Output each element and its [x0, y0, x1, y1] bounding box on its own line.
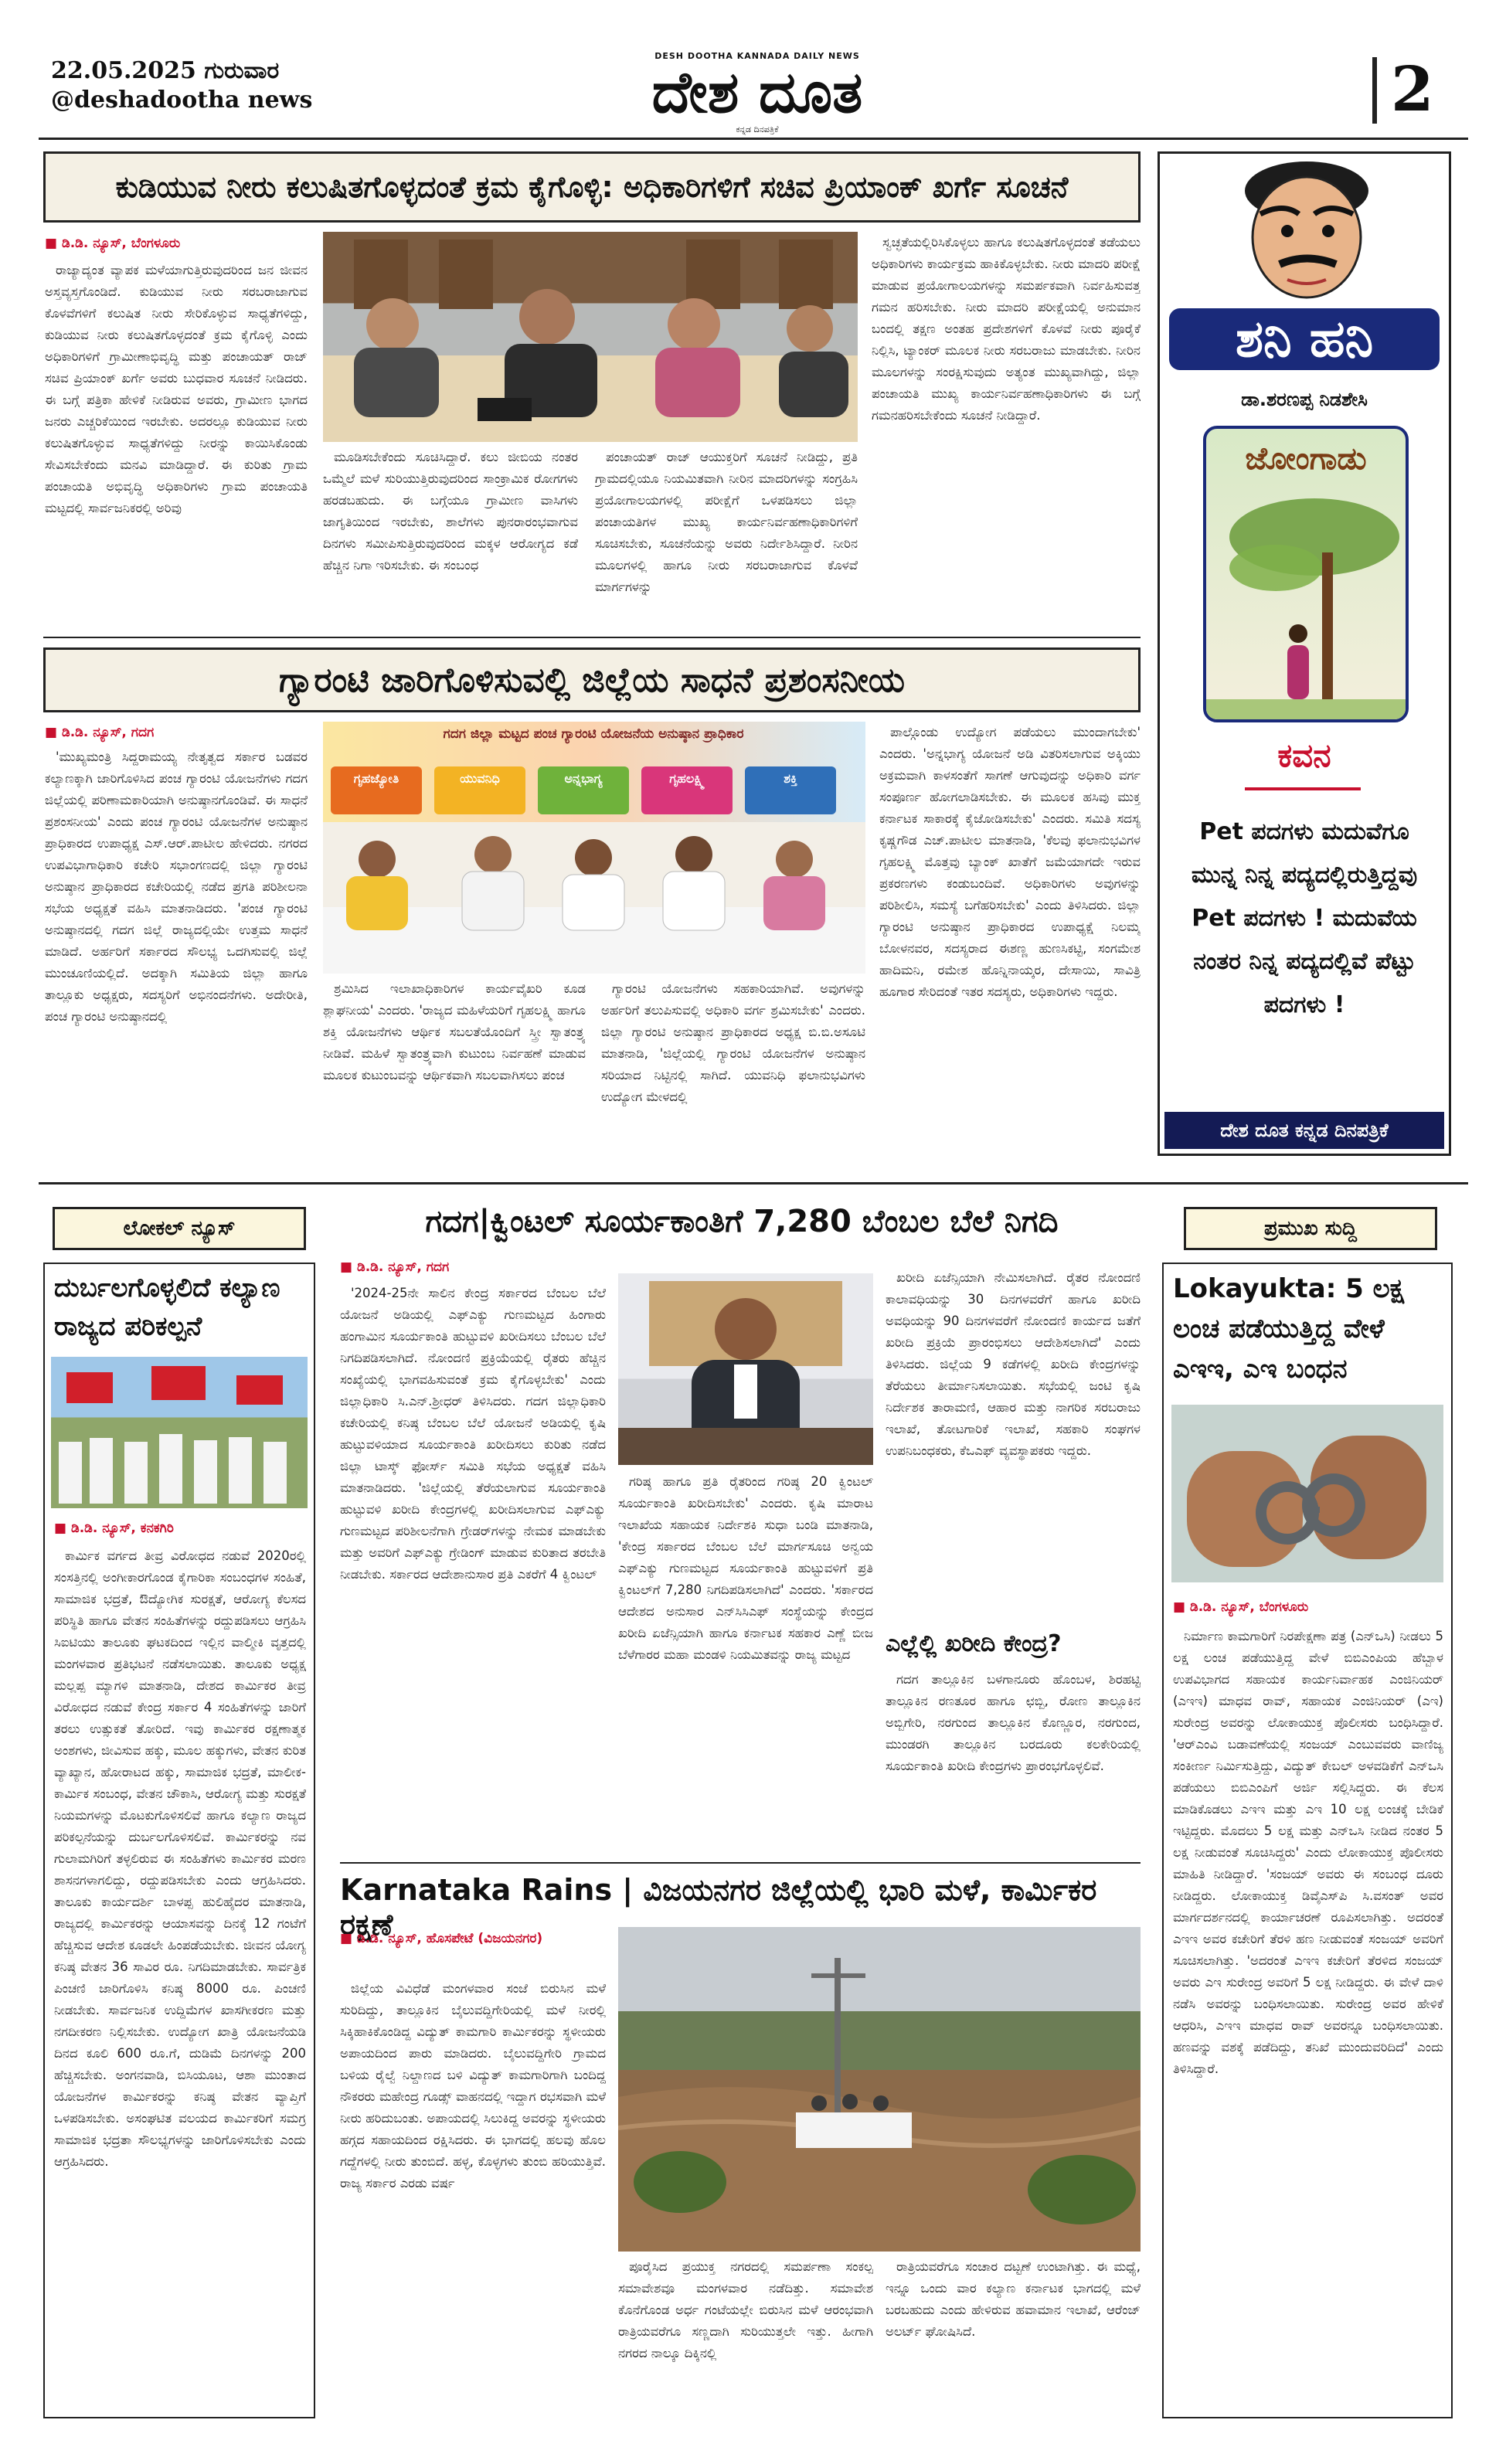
- story2-col3: ಗ್ಯಾರಂಟಿ ಯೋಜನೆಗಳು ಸಹಕಾರಿಯಾಗಿವೆ. ಅವುಗಳನ್ನು ಅರ್ಹರಿಗೆ ತಲುಪಿಸುವಲ್ಲಿ ಅಧಿಕಾರಿ ವರ್ಗ ಶ್ರಮಿಸಬೇಕು' ಎಂದರು. ಜಿಲ್ಲಾ ಗ್ಯಾರಂಟಿ ಅನುಷ್ಠಾನ ಪ್ರಾಧಿಕಾರದ ಅಧ್ಯಕ್ಷ ಬಿ.ಬಿ.ಅಸೂಟಿ ಮಾತನಾಡಿ, 'ಜಿಲ್ಲೆಯಲ್ಲಿ ಗ್ಯಾರಂಟಿ ಯೋಜನೆಗಳ ಅನುಷ್ಠಾನ ಸರಿಯಾದ ನಿಟ್ಟಿನಲ್ಲಿ ಸಾಗಿದೆ. ಯುವನಿಧಿ ಫಲಾನುಭವಿಗಳು ಉದ್ಯೋಗ ಮೇಳದಲ್ಲಿ: [601, 981, 865, 1104]
- local-news-tag: [53, 1207, 306, 1250]
- important-news-tag-label: ಪ್ರಮುಖ ಸುದ್ದಿ: [1263, 1216, 1358, 1240]
- handcuffs-icon: [1171, 1405, 1443, 1582]
- story1-col4: ಸ್ವಚ್ಛತೆಯಲ್ಲಿರಿಸಿಕೊಳ್ಳಲು ಹಾಗೂ ಕಲುಷಿತಗೊಳ್ಳದಂತೆ ತಡೆಯಲು ಅಧಿಕಾರಿಗಳು ಕಾರ್ಯಕ್ರಮ ಹಾಕಿಕೊಳ್ಳಬೇಕು. ನೀರು ಮಾದರಿ ಪರೀಕ್ಷೆ ಮಾಡುವ ಪ್ರಯೋಗಾಲಯಗಳನ್ನು ಸಮರ್ಪಕವಾಗಿ ನಿರ್ವಹಿಸುವತ್ತ ಗಮನ ಹರಿಸಬೇಕು. ನೀರು ಮಾದರಿ ಪರೀಕ್ಷೆಯಲ್ಲಿ ಅನುಮಾನ ಬಂದಲ್ಲಿ ತಕ್ಷಣ ಅಂತಹ ಪ್ರದೇಶಗಳಿಗೆ ಕೊಳವೆ ನೀರು ಪೂರೈಕೆ ನಿಲ್ಲಿಸಿ, ಟ್ಯಾಂಕರ್ ಮೂಲಕ ನೀರು ಸರಬರಾಜು ಮಾಡಬೇಕು. ನೀರಿನ ಮೂಲಗಳನ್ನು ಸಂರಕ್ಷಿಸುವುದು ಅತ್ಯಂತ ಮುಖ್ಯವಾಗಿದ್ದು, ಜಿಲ್ಲಾ ಪಂಚಾಯತಿ ಮುಖ್ಯ ಕಾರ್ಯನಿರ್ವಹಣಾಧಿಕಾರಿಗಳು ಈ ಬಗ್ಗೆ ಗಮನಹರಿಸಬೇಕೆಂದು ಸೂಚನೆ ನೀಡಿದ್ದಾರೆ.: [872, 235, 1141, 423]
- story5-col2: ಪೂರೈಸಿದ ಪ್ರಯುಕ್ತ ನಗರದಲ್ಲಿ ಸಮರ್ಪಣಾ ಸಂಕಲ್ಪ ಸಮಾವೇಶವೂ ಮಂಗಳವಾರ ನಡೆದಿತ್ತು. ಸಮಾವೇಶ ಕೊನೆಗೊಂಡ ಅರ್ಧ ಗಂಟೆಯಲ್ಲೇ ಬಿರುಸಿನ ಮಳೆ ಆರಂಭವಾಗಿ ರಾತ್ರಿಯವರೆಗೂ ಸಣ್ಣದಾಗಿ ಸುರಿಯುತ್ತಲೇ ಇತ್ತು. ಹೀಗಾಗಿ ನಗರದ ನಾಲ್ಕೂ ದಿಕ್ಕಿನಲ್ಲಿ: [618, 2259, 873, 2360]
- story3-headline: ದುರ್ಬಲಗೊಳ್ಳಲಿದೆ ಕಲ್ಯಾಣ ರಾಜ್ಯದ ಪರಿಕಲ್ಪನೆ: [54, 1273, 280, 1342]
- book-cover-title: ಜೋಂಗಾಡು: [1245, 441, 1367, 477]
- story4-subhead: ಎಲ್ಲೆಲ್ಲಿ ಖರೀದಿ ಕೇಂದ್ರ?: [886, 1630, 1062, 1657]
- story1-bottom-rule: [43, 637, 1141, 638]
- story2-byline: ■ ಡಿ.ಡಿ. ನ್ಯೂಸ್, ಗದಗ: [45, 725, 154, 740]
- poem-column-title: ಶನಿ ಹನಿ: [1169, 308, 1440, 370]
- banner-card-4: ಗೃಹಲಕ್ಷ್ಮಿ: [641, 766, 733, 814]
- story1-byline: ■ ಡಿ.ಡಿ. ನ್ಯೂಸ್, ಬೆಂಗಳೂರು: [45, 236, 180, 251]
- story2-headline-box: [43, 647, 1141, 712]
- flood-rescue-scene: [618, 1927, 1141, 2252]
- story3-byline: ■ ಡಿ.ಡಿ. ನ್ಯೂಸ್, ಕನಕಗಿರಿ: [54, 1521, 174, 1536]
- mid-page-rule: [39, 1182, 1468, 1184]
- poet-caricature: [1214, 160, 1399, 314]
- sidebar-poem-box: [1158, 151, 1451, 1156]
- logo-subtitle: ಕನ್ನಡ ದಿನಪತ್ರಿಕೆ: [736, 124, 779, 134]
- story5-col3: ರಾತ್ರಿಯವರೆಗೂ ಸಂಚಾರ ದಟ್ಟಣೆ ಉಂಟಾಗಿತ್ತು. ಈ ಮಧ್ಯೆ, ಇನ್ನೂ ಒಂದು ವಾರ ಕಲ್ಯಾಣ ಕರ್ನಾಟಕ ಭಾಗದಲ್ಲಿ ಮಳೆ ಬರಬಹುದು ಎಂದು ಹೇಳಿರುವ ಹವಾಮಾನ ಇಲಾಖೆ, ಆರೆಂಜ್ ಅಲರ್ಟ್ ಘೋಷಿಸಿದೆ.: [886, 2259, 1141, 2339]
- story2-guarantee-meeting-photo: [323, 722, 865, 974]
- story4-officer-photo: [618, 1273, 873, 1465]
- story5-flood-photo: [618, 1927, 1141, 2252]
- banner-card-3: ಅನ್ನಭಾಗ್ಯ: [538, 766, 629, 814]
- story4-bottom-rule: [340, 1862, 1141, 1864]
- poem-section-label: ಕವನ: [1277, 736, 1331, 774]
- story6-handcuffs-photo: [1171, 1405, 1443, 1582]
- story5-byline: ■ ಡಿ.ಡಿ. ನ್ಯೂಸ್, ಹೊಸಪೇಟೆ (ವಿಜಯನಗರ): [340, 1927, 606, 1950]
- story3-body: ಕಾರ್ಮಿಕ ವರ್ಗದ ತೀವ್ರ ವಿರೋಧದ ನಡುವೆ 2020ರಲ್ಲಿ ಸಂಸತ್ತಿನಲ್ಲಿ ಅಂಗೀಕಾರಗೊಂಡ ಕೈಗಾರಿಕಾ ಸಂಬಂಧಗಳ ಸಂಹಿತೆ, ಸಾಮಾಜಿಕ ಭದ್ರತೆ, ಔದ್ಯೋಗಿಕ ಸುರಕ್ಷತೆ, ಆರೋಗ್ಯ ಕೆಲಸದ ಪರಿಸ್ಥಿತಿ ಹಾಗೂ ವೇತನ ಸಂಹಿತೆಗಳನ್ನು ರದ್ದುಪಡಿಸಲು ಆಗ್ರಹಿಸಿ ಸಿಐಟಿಯು ತಾಲೂಕು ಘಟಕದಿಂದ ಇಲ್ಲಿನ ವಾಲ್ಮೀಕಿ ವೃತ್ತದಲ್ಲಿ ಮಂಗಳವಾರ ಪ್ರತಿಭಟನೆ ನಡೆಸಲಾಯಿತು. ತಾಲೂಕು ಅಧ್ಯಕ್ಷ ಮಲ್ಲಪ್ಪ ಮ್ಯಾಗಳಿ ಮಾತನಾಡಿ, ದೇಶದ ಕಾರ್ಮಿಕರ ತೀವ್ರ ವಿರೋಧದ ನಡುವೆ ಕೇಂದ್ರ ಸರ್ಕಾರ 4 ಸಂಹಿತೆಗಳನ್ನು ಜಾರಿಗೆ ತರಲು ಉತ್ಸುಕತೆ ತೋರಿದೆ. ಇವು ಕಾರ್ಮಿಕರ ರಕ್ಷಣಾತ್ಮಕ ಅಂಶಗಳು, ಜೀವಿಸುವ ಹಕ್ಕು, ಮೂಲ ಹಕ್ಕುಗಳು, ವೇತನ ಕುರಿತ ವ್ಯಾಖ್ಯಾನ, ಹೋರಾಟದ ಹಕ್ಕು, ಸಾಮಾಜಿಕ ಭದ್ರತೆ, ಮಾಲೀಕ-ಕಾರ್ಮಿಕ ಸಂಬಂಧ, ವೇತನ ಚೌಕಾಸಿ, ಆರೋಗ್ಯ ಮತ್ತು ಸುರಕ್ಷತೆ ನಿಯಮಗಳನ್ನು ಮೊಟಕುಗೊಳಿಸಲಿವೆ ಹಾಗೂ ಕಲ್ಯಾಣ ರಾಜ್ಯದ ಪರಿಕಲ್ಪನೆಯನ್ನು ದುರ್ಬಲಗೊಳಿಸಲಿವೆ. ಕಾರ್ಮಿಕರನ್ನು ನವ ಗುಲಾಮಗಿರಿಗೆ ತಳ್ಳಲಿರುವ ಈ ಸಂಹಿತೆಗಳು ಕಾರ್ಮಿಕರ ಮರಣ ಶಾಸನಗಳಾಗಲಿದ್ದು, ರದ್ದುಪಡಿಸಬೇಕು ಎಂದು ಆಗ್ರಹಿಸಿದರು. ತಾಲೂಕು ಕಾರ್ಯದರ್ಶಿ ಬಾಳಪ್ಪ ಹುಲಿಹೈದರ ಮಾತನಾಡಿ, ರಾಜ್ಯದಲ್ಲಿ ಕಾರ್ಮಿಕರನ್ನು ಆಯಾಸವನ್ನು ದಿನಕ್ಕೆ 12 ಗಂಟೆಗೆ ಹೆಚ್ಚಿಸುವ ಆದೇಶ ಕೂಡಲೇ ಹಿಂಪಡೆಯಬೇಕು. ಜೀವನ ಯೋಗ್ಯ ಕನಿಷ್ಠ ವೇತನ 36 ಸಾವಿರ ರೂ. ನಿಗದಿಮಾಡಬೇಕು. ಸಾರ್ವತ್ರಿಕ ಪಿಂಚಣಿ ಜಾರಿಗೊಳಿಸಿ ಕನಿಷ್ಠ 8000 ರೂ. ಪಿಂಚಣಿ ನೀಡಬೇಕು. ಸಾರ್ವಜನಿಕ ಉದ್ದಿಮೆಗಳ ಖಾಸಗೀಕರಣ ಮತ್ತು ನಗದೀಕರಣ ನಿಲ್ಲಿಸಬೇಕು. ಉದ್ಯೋಗ ಖಾತ್ರಿ ಯೋಜನೆಯಡಿ ದಿನದ ಕೂಲಿ 600 ರೂ.ಗೆ, ದುಡಿಮೆ ದಿನಗಳನ್ನು 200 ಹೆಚ್ಚಿಸಬೇಕು. ಅಂಗನವಾಡಿ, ಬಿಸಿಯೂಟ, ಆಶಾ ಮುಂತಾದ ಯೋಜನೆಗಳ ಕಾರ್ಮಿಕರನ್ನು ಕನಿಷ್ಠ ವೇತನ ವ್ಯಾಪ್ತಿಗೆ ಒಳಪಡಿಸಬೇಕು. ಅಸಂಘಟಿತ ವಲಯದ ಕಾರ್ಮಿಕರಿಗೆ ಸಮಗ್ರ ಸಾಮಾಜಿಕ ಭದ್ರತಾ ಸೌಲಭ್ಯಗಳನ್ನು ಜಾರಿಗೊಳಿಸಬೇಕು ಎಂದು ಆಗ್ರಹಿಸಿದರು.: [54, 1548, 306, 2169]
- story4-headline: ಗದಗ|ಕ್ವಿಂಟಲ್ ಸೂರ್ಯಕಾಂತಿಗೆ 7,280 ಬೆಂಬಲ ಬೆಲೆ ನಿಗದಿ: [425, 1204, 1059, 1239]
- logo-tagline-english: DESH DOOTHA KANNADA DAILY NEWS: [654, 51, 860, 61]
- story2-headline: ಗ್ಯಾರಂಟಿ ಜಾರಿಗೊಳಿಸುವಲ್ಲಿ ಜಿಲ್ಲೆಯ ಸಾಧನೆ ಪ್ರಶಂಸನೀಯ: [278, 660, 906, 700]
- page-number: 2: [1391, 53, 1434, 125]
- guarantee-meeting-scene: [323, 822, 865, 974]
- story4-col1: '2024-25ನೇ ಸಾಲಿನ ಕೇಂದ್ರ ಸರ್ಕಾರದ ಬೆಂಬಲ ಬೆಲೆ ಯೋಜನೆ ಅಡಿಯಲ್ಲಿ ಎಫ್ಎಕ್ಯು ಗುಣಮಟ್ಟದ ಹಿಂಗಾರು ಹಂಗಾಮಿನ ಸೂರ್ಯಕಾಂತಿ ಹುಟ್ಟುವಳಿ ಖರೀದಿಸಲು ಬೆಂಬಲ ಬೆಲೆ ನಿಗದಿಪಡಿಸಲಾಗಿದೆ. ನೋಂದಣಿ ಪ್ರಕ್ರಿಯೆಯಲ್ಲಿ ರೈತರು ಹೆಚ್ಚಿನ ಸಂಖ್ಯೆಯಲ್ಲಿ ಭಾಗವಹಿಸುವಂತೆ ಕ್ರಮ ಕೈಗೊಳ್ಳಬೇಕು' ಎಂದು ಜಿಲ್ಲಾಧಿಕಾರಿ ಸಿ.ಎನ್.ಶ್ರೀಧರ್ ತಿಳಿಸಿದರು. ಗದಗ ಜಿಲ್ಲಾಧಿಕಾರಿ ಕಚೇರಿಯಲ್ಲಿ ಕನಿಷ್ಠ ಬೆಂಬಲ ಬೆಲೆ ಯೋಜನೆ ಅಡಿಯಲ್ಲಿ ಕೃಷಿ ಹುಟ್ಟುವಳಿಯಾದ ಸೂರ್ಯಕಾಂತಿ ಖರೀದಿಸಲು ಕುರಿತು ನಡೆದ ಜಿಲ್ಲಾ ಟಾಸ್ಕ್ ಫೋರ್ಸ್ ಸಮಿತಿ ಸಭೆಯ ಅಧ್ಯಕ್ಷತೆ ವಹಿಸಿ ಮಾತನಾಡಿದರು. 'ಜಿಲ್ಲೆಯಲ್ಲಿ ತೆರೆಯಲಾಗುವ ಸೂರ್ಯಕಾಂತಿ ಹುಟ್ಟುವಳಿ ಖರೀದಿ ಕೇಂದ್ರಗಳಲ್ಲಿ ಖರೀದಿಸಲಾಗುವ ಎಫ್ಎಕ್ಯು ಗುಣಮಟ್ಟದ ಪರಿಶೀಲನೆಗಾಗಿ ಗ್ರೇಡರ್‌ಗಳನ್ನು ನೇಮಕ ಮಾಡಬೇಕು ಮತ್ತು ಅವರಿಗೆ ಎಫ್ಎಕ್ಯು ಗ್ರೇಡಿಂಗ್ ಮಾಡುವ ಕುರಿತಾದ ತರಬೇತಿ ನೀಡಬೇಕು. ಸರ್ಕಾರದ ಆದೇಶಾನುಸಾರ ಪ್ರತಿ ಎಕರೆಗೆ 4 ಕ್ವಿಂಟಲ್: [340, 1286, 606, 1582]
- story6-body: ನಿರ್ಮಾಣ ಕಾಮಗಾರಿಗೆ ನಿರಪೇಕ್ಷಣಾ ಪತ್ರ (ಎನ್‌ಒಸಿ) ನೀಡಲು 5 ಲಕ್ಷ ಲಂಚ ಪಡೆಯುತ್ತಿದ್ದ ವೇಳೆ ಬಿಬಿಎಂಪಿಯ ಹೆಬ್ಬಾಳ ಉಪವಿಭಾಗದ ಸಹಾಯಕ ಕಾರ್ಯನಿರ್ವಾಹಕ ಎಂಜಿನಿಯರ್ (ಎಇಇ) ಮಾಧವ ರಾವ್, ಸಹಾಯಕ ಎಂಜಿನಿಯರ್ (ಎಇ) ಸುರೇಂದ್ರ ಅವರನ್ನು ಲೋಕಾಯುಕ್ತ ಪೊಲೀಸರು ಬಂಧಿಸಿದ್ದಾರೆ. 'ಆರ್‌ಎಂವಿ ಬಡಾವಣೆಯಲ್ಲಿ ಸಂಜಯ್ ಎಂಬುವವರು ವಾಣಿಜ್ಯ ಸಂಕೀರ್ಣ ನಿರ್ಮಿಸುತ್ತಿದ್ದು, ವಿದ್ಯುತ್ ಕೇಬಲ್ ಅಳವಡಿಕೆಗೆ ಎನ್‌ಒಸಿ ಪಡೆಯಲು ಬಿಬಿಎಂಪಿಗೆ ಅರ್ಜಿ ಸಲ್ಲಿಸಿದ್ದರು. ಈ ಕೆಲಸ ಮಾಡಿಕೊಡಲು ಎಇಇ ಮತ್ತು ಎಇ 10 ಲಕ್ಷ ಲಂಚಕ್ಕೆ ಬೇಡಿಕೆ ಇಟ್ಟಿದ್ದರು. ಮೊದಲು 5 ಲಕ್ಷ ಮತ್ತು ಎನ್‌ಒಸಿ ನೀಡಿದ ನಂತರ 5 ಲಕ್ಷ ನೀಡುವಂತೆ ಸೂಚಿಸಿದ್ದರು' ಎಂದು ಲೋಕಾಯುಕ್ತ ಪೊಲೀಸರು ಮಾಹಿತಿ ನೀಡಿದ್ದಾರೆ. 'ಸಂಜಯ್ ಅವರು ಈ ಸಂಬಂಧ ದೂರು ನೀಡಿದ್ದರು. ಲೋಕಾಯುಕ್ತ ಡಿವೈಎಸ್‌ಪಿ ಸಿ.ವಸಂತ್ ಅವರ ಮಾರ್ಗದರ್ಶನದಲ್ಲಿ ಕಾರ್ಯಾಚರಣೆ ರೂಪಿಸಲಾಗಿತ್ತು. ಅದರಂತೆ ಎಇಇ ಅವರ ಕಚೇರಿಗೆ ತೆರಳಿ ಹಣ ನೀಡುವಂತೆ ಸಂಜಯ್ ಅವರಿಗೆ ಸೂಚಿಸಲಾಗಿತ್ತು. 'ಅದರಂತೆ ಎಇಇ ಕಚೇರಿಗೆ ತೆರಳಿದ ಸಂಜಯ್ ಅವರು ಎಇ ಸುರೇಂದ್ರ ಅವರಿಗೆ 5 ಲಕ್ಷ ನೀಡಿದ್ದರು. ಈ ವೇಳೆ ದಾಳಿ ನಡೆಸಿ ಅವರನ್ನು ಬಂಧಿಸಲಾಯಿತು. ಸುರೇಂದ್ರ ಅವರ ಹೇಳಿಕೆ ಆಧರಿಸಿ, ಎಇಇ ಮಾಧವ ರಾವ್ ಅವರನ್ನೂ ಬಂಧಿಸಲಾಯಿತು. ಹಣವನ್ನು ವಶಕ್ಕೆ ಪಡೆದಿದ್ದು, ತನಿಖೆ ಮುಂದುವರಿದಿದೆ' ಎಂದು ತಿಳಿಸಿದ್ದಾರೆ.: [1173, 1629, 1443, 2076]
- story5-headline: Karnataka Rains | ವಿಜಯನಗರ ಜಿಲ್ಲೆಯಲ್ಲಿ ಭಾರಿ ಮಳೆ, ಕಾರ್ಮಿಕರ ರಕ್ಷಣೆ: [340, 1873, 1097, 1942]
- story4-col3b: ಗದಗ ತಾಲ್ಲೂಕಿನ ಬಳಗಾನೂರು ಹೊಂಬಳ, ಶಿರಹಟ್ಟಿ ತಾಲ್ಲೂಕಿನ ರಣತೂರ ಹಾಗೂ ಛಬ್ಬಿ, ರೋಣ ತಾಲ್ಲೂಕಿನ ಅಬ್ಬಿಗೇರಿ, ನರಗುಂದ ತಾಲ್ಲೂಕಿನ ಕೊಣ್ಣೂರ, ನರಗುಂದ, ಮುಂಡರಗಿ ತಾಲ್ಲೂಕಿನ ಬರದೂರು ಕಲಕೇರಿಯಲ್ಲಿ ಸೂರ್ಯಕಾಂತಿ ಖರೀದಿ ಕೇಂದ್ರಗಳು ಪ್ರಾರಂಭಗೊಳ್ಳಲಿವೆ.: [886, 1672, 1141, 1773]
- story6-byline: ■ ಡಿ.ಡಿ. ನ್ಯೂಸ್, ಬೆಂಗಳೂರು: [1173, 1599, 1308, 1615]
- banner-card-2: ಯುವನಿಧಿ: [434, 766, 525, 814]
- guarantee-banner-title: ಗದಗ ಜಿಲ್ಲಾ ಮಟ್ಟದ ಪಂಚ ಗ್ಯಾರಂಟಿ ಯೋಜನೆಯ ಅನುಷ್ಠಾನ ಪ್ರಾಧಿಕಾರ: [443, 726, 744, 742]
- page-number-divider: [1372, 57, 1377, 124]
- local-news-tag-label: ಲೋಕಲ್ ನ್ಯೂಸ್: [123, 1216, 236, 1240]
- poem-text: Pet ಪದಗಳು ಮದುವೆಗೂ ಮುನ್ನ ನಿನ್ನ ಪದ್ಯದಲ್ಲಿರುತ್ತಿದ್ದವು Pet ಪದಗಳು ! ಮದುವೆಯ ನಂತರ ನಿನ್ನ ಪದ್ಯದಲ್ಲಿವೆ ಪೆಟ್ಟು ಪದಗಳು !: [1191, 818, 1418, 1018]
- book-cover-tree-illustration: [1206, 429, 1409, 722]
- story6-headline: Lokayukta: 5 ಲಕ್ಷ ಲಂಚ ಪಡೆಯುತ್ತಿದ್ದ ವೇಳೆ ಎಇಇ, ಎಇ ಬಂಧನ: [1173, 1273, 1405, 1385]
- story1-meeting-photo: [323, 232, 858, 442]
- poet-name: ಡಾ.ಶರಣಪ್ಪ ನಿಡಶೇಸಿ: [1241, 389, 1368, 410]
- guarantee-banner: [323, 722, 865, 822]
- social-handle: @deshadootha news: [51, 87, 313, 114]
- story2-col2: ಶ್ರಮಿಸಿದ ಇಲಾಖಾಧಿಕಾರಿಗಳ ಕಾರ್ಯವೈಖರಿ ಕೂಡ ಶ್ಲಾಘನೀಯ' ಎಂದರು. 'ರಾಜ್ಯದ ಮಹಿಳೆಯರಿಗೆ ಗೃಹಲಕ್ಷ್ಮಿ ಹಾಗೂ ಶಕ್ತಿ ಯೋಜನೆಗಳು ಆರ್ಥಿಕ ಸಬಲತೆಯೊಂದಿಗೆ ಸ್ತ್ರೀ ಸ್ವಾತಂತ್ರ್ಯ ನೀಡಿವೆ. ಮಹಿಳೆ ಸ್ವಾತಂತ್ರ್ಯವಾಗಿ ಕುಟುಂಬ ನಿರ್ವಹಣೆ ಮಾಡುವ ಮೂಲಕ ಕುಟುಂಬವನ್ನು ಆರ್ಥಿಕವಾಗಿ ಸಬಲವಾಗಿಸಲು ಪಂಚ: [323, 981, 586, 1082]
- banner-card-5: ಶಕ್ತಿ: [745, 766, 836, 814]
- story2-col1: 'ಮುಖ್ಯಮಂತ್ರಿ ಸಿದ್ದರಾಮಯ್ಯ ನೇತೃತ್ವದ ಸರ್ಕಾರ ಬಡವರ ಕಲ್ಯಾಣಕ್ಕಾಗಿ ಜಾರಿಗೊಳಿಸಿದ ಪಂಚ ಗ್ಯಾರಂಟಿ ಯೋಜನೆಗಳು ಗದಗ ಜಿಲ್ಲೆಯಲ್ಲಿ ಪರಿಣಾಮಕಾರಿಯಾಗಿ ಅನುಷ್ಠಾನಗೊಂಡಿವೆ. ಈ ಸಾಧನೆ ಪ್ರಶಂಸನೀಯ' ಎಂದು ಪಂಚ ಗ್ಯಾರಂಟಿ ಯೋಜನೆಗಳ ಅನುಷ್ಠಾನ ಪ್ರಾಧಿಕಾರದ ಉಪಾಧ್ಯಕ್ಷ ಎಸ್.ಆರ್.ಪಾಟೀಲ ಹೇಳಿದರು. ನಗರದ ಉಪವಿಭಾಗಾಧಿಕಾರಿ ಕಚೇರಿ ಸಭಾಂಗಣದಲ್ಲಿ ಜಿಲ್ಲಾ ಗ್ಯಾರಂಟಿ ಅನುಷ್ಠಾನ ಪ್ರಾಧಿಕಾರದ ಕಚೇರಿಯಲ್ಲಿ ನಡೆದ ಪ್ರಗತಿ ಪರಿಶೀಲನಾ ಸಭೆಯ ಅಧ್ಯಕ್ಷತೆ ವಹಿಸಿ ಮಾತನಾಡಿದರು. 'ಪಂಚ ಗ್ಯಾರಂಟಿ ಅನುಷ್ಠಾನದಲ್ಲಿ ಗದಗ ಜಿಲ್ಲೆ ರಾಜ್ಯದಲ್ಲಿಯೇ ಉತ್ತಮ ಸಾಧನೆ ಮಾಡಿದೆ. ಅರ್ಹರಿಗೆ ಸರ್ಕಾರದ ಸೌಲಭ್ಯ ಒದಗಿಸುವಲ್ಲಿ ಜಿಲ್ಲೆ ಮುಂಚೂಣಿಯಲ್ಲಿದೆ. ಅದಕ್ಕಾಗಿ ಸಮಿತಿಯ ಜಿಲ್ಲಾ ಹಾಗೂ ತಾಲ್ಲೂಕು ಅಧ್ಯಕ್ಷರು, ಸದಸ್ಯರಿಗೆ ಅಭಿನಂದನೆಗಳು. ಅದೇರೀತಿ, ಪಂಚ ಗ್ಯಾರಂಟಿ ಅನುಷ್ಠಾನದಲ್ಲಿ: [45, 749, 308, 1024]
- poem-box-footer: ದೇಶ ದೂತ ಕನ್ನಡ ದಿನಪತ್ರಿಕೆ: [1164, 1112, 1444, 1149]
- poem-section-divider: [1245, 787, 1361, 790]
- masthead-logo: [610, 51, 904, 151]
- important-news-tag: [1184, 1207, 1437, 1250]
- story1-headline: ಕುಡಿಯುವ ನೀರು ಕಲುಷಿತಗೊಳ್ಳದಂತೆ ಕ್ರಮ ಕೈಗೊಳ್ಳಿ: ಅಧಿಕಾರಿಗಳಿಗೆ ಸಚಿವ ಪ್ರಿಯಾಂಕ್ ಖರ್ಗೆ ಸೂಚನೆ: [115, 169, 1069, 204]
- story2-col4: ಪಾಲ್ಗೊಂಡು ಉದ್ಯೋಗ ಪಡೆಯಲು ಮುಂದಾಗಬೇಕು' ಎಂದರು. 'ಅನ್ನಭಾಗ್ಯ ಯೋಜನೆ ಅಡಿ ವಿತರಿಸಲಾಗುವ ಅಕ್ಕಿಯು ಅಕ್ರಮವಾಗಿ ಕಾಳಸಂತೆಗೆ ಸಾಗಣೆ ಆಗುವುದನ್ನು ಅಧಿಕಾರಿ ವರ್ಗ ಸಂಪೂರ್ಣ ಹೋಗಲಾಡಿಸಬೇಕು. ಈ ಮೂಲಕ ಹಸಿವು ಮುಕ್ತ ಕರ್ನಾಟಕ ಸಾಕಾರಕ್ಕೆ ಕೈಜೋಡಿಸಬೇಕು' ಎಂದರು. ಸಮಿತಿ ಸದಸ್ಯ ಕೃಷ್ಣಗೌಡ ಎಚ್.ಪಾಟೀಲ ಮಾತನಾಡಿ, 'ಕೆಲವು ಫಲಾನುಭವಿಗಳ ಗೃಹಲಕ್ಷ್ಮಿ ಮೊತ್ತವು ಬ್ಯಾಂಕ್ ಖಾತೆಗೆ ಜಮೆಯಾಗದೇ ಇರುವ ಪ್ರಕರಣಗಳು ಕಂಡುಬಂದಿವೆ. ಅಧಿಕಾರಿಗಳು ಅವುಗಳನ್ನು ಪರಿಶೀಲಿಸಿ, ಸಮಸ್ಯೆ ಬಗೆಹರಿಸಬೇಕು' ಎಂದು ತಿಳಿಸಿದರು. ಜಿಲ್ಲಾ ಗ್ಯಾರಂಟಿ ಅನುಷ್ಠಾನ ಪ್ರಾಧಿಕಾರದ ಉಪಾಧ್ಯಕ್ಷೆ ನಿಲಮ್ಮ ಬೋಳನವರ, ಸದಸ್ಯರಾದ ಈಶಣ್ಣ ಹುಣಸಿಕಟ್ಟಿ, ಸಂಗಮೇಶ ಹಾದಿಮನಿ, ರಮೇಶ ಹೊನ್ನಿನಾಯ್ಕರ, ದೇಸಾಯಿ, ಸಾವಿತ್ರಿ ಹೂಗಾರ ಸೇರಿದಂತೆ ಇತರ ಸದಸ್ಯರು, ಅಧಿಕಾರಿಗಳು ಇದ್ದರು.: [879, 725, 1141, 999]
- story1-col2: ಮೂಡಿಸಬೇಕೆಂದು ಸೂಚಿಸಿದ್ದಾರೆ. ಕಲು ಜೀಬಿಯ ನಂತರ ಒಮ್ಮೆಲೆ ಮಳೆ ಸುರಿಯುತ್ತಿರುವುದರಿಂದ ಸಾಂಕ್ರಾಮಿಕ ರೋಗಗಳು ಹರಡಬಹುದು. ಈ ಬಗ್ಗೆಯೂ ಗ್ರಾಮೀಣ ವಾಸಿಗಳು ಜಾಗೃತಿಯಿಂದ ಇರಬೇಕು, ಶಾಲೆಗಳು ಪುನರಾರಂಭವಾಗುವ ದಿನಗಳು ಸಮೀಪಿಸುತ್ತಿರುವುದರಿಂದ ಮಕ್ಕಳ ಆರೋಗ್ಯದ ಕಡೆ ಹೆಚ್ಚಿನ ನಿಗಾ ಇರಿಸಬೇಕು. ಈ ಸಂಬಂಧ: [323, 450, 578, 573]
- poet-face-icon: [1214, 160, 1399, 314]
- issue-date: 22.05.2025 ಗುರುವಾರ: [51, 57, 280, 84]
- story1-col3: ಪಂಚಾಯತ್ ರಾಜ್ ಆಯುಕ್ತರಿಗೆ ಸೂಚನೆ ನೀಡಿದ್ದು, ಪ್ರತಿ ಗ್ರಾಮದಲ್ಲಿಯೂ ನಿಯಮಿತವಾಗಿ ನೀರಿನ ಮಾದರಿಗಳನ್ನು ಸಂಗ್ರಹಿಸಿ ಪ್ರಯೋಗಾಲಯಗಳಲ್ಲಿ ಪರೀಕ್ಷೆಗೆ ಒಳಪಡಿಸಲು ಜಿಲ್ಲಾ ಪಂಚಾಯತಿಗಳ ಮುಖ್ಯ ಕಾರ್ಯನಿರ್ವಹಣಾಧಿಕಾರಿಗಳಿಗೆ ಸೂಚಿಸಬೇಕು, ಸೂಚನೆಯನ್ನು ಅವರು ನಿರ್ದೇಶಿಸಿದ್ದಾರೆ. ನೀರಿನ ಮೂಲಗಳಲ್ಲಿ ಹಾಗೂ ನೀರು ಸರಬರಾಜಾಗುವ ಕೊಳವೆ ಮಾರ್ಗಗಳನ್ನು: [595, 450, 858, 594]
- banner-card-1: ಗೃಹಜ್ಯೋತಿ: [331, 766, 422, 814]
- story1-headline-box: [43, 151, 1141, 223]
- book-cover: [1203, 426, 1409, 722]
- story5-col1: ಜಿಲ್ಲೆಯ ವಿವಿಧೆಡೆ ಮಂಗಳವಾರ ಸಂಜೆ ಬಿರುಸಿನ ಮಳೆ ಸುರಿದಿದ್ದು, ತಾಲ್ಲೂಕಿನ ಬೈಲುವದ್ದಿಗೇರಿಯಲ್ಲಿ ಮಳೆ ನೀರಲ್ಲಿ ಸಿಕ್ಕಿಹಾಕಿಕೊಂಡಿದ್ದ ವಿದ್ಯುತ್ ಕಾಮಗಾರಿ ಕಾರ್ಮಿಕರನ್ನು ಸ್ಥಳೀಯರು ಅಪಾಯದಿಂದ ಪಾರು ಮಾಡಿದರು. ಬೈಲುವದ್ದಿಗೇರಿ ಗ್ರಾಮದ ಬಳಿಯ ರೈಲ್ವೆ ನಿಲ್ದಾಣದ ಬಳಿ ವಿದ್ಯುತ್ ಕಾಮಗಾರಿಗಾಗಿ ಬಂದಿದ್ದ ನೌಕರರು ಮಹೇಂದ್ರ ಗೂಡ್ಸ್ ವಾಹನದಲ್ಲಿ ಇದ್ದಾಗ ರಭಸವಾಗಿ ಮಳೆ ನೀರು ಹರಿದುಬಂತು. ಅಪಾಯದಲ್ಲಿ ಸಿಲುಕಿದ್ದ ಅವರನ್ನು ಸ್ಥಳೀಯರು ಹಗ್ಗದ ಸಹಾಯದಿಂದ ರಕ್ಷಿಸಿದರು. ಈ ಭಾಗದಲ್ಲಿ ಹಲವು ಹೊಲ ಗದ್ದೆಗಳಲ್ಲಿ ನೀರು ತುಂಬಿದೆ. ಹಳ್ಳ, ಕೊಳ್ಳಗಳು ತುಂಬಿ ಹರಿಯುತ್ತಿವೆ. ರಾಜ್ಯ ಸರ್ಕಾರ ಎರಡು ವರ್ಷ: [340, 1981, 606, 2190]
- story3-protest-photo: [51, 1357, 308, 1508]
- logo-title: ದೇಶ ದೂತ: [651, 59, 863, 126]
- meeting-scene-illustration: [323, 232, 858, 442]
- story1-col1: ರಾಜ್ಯಾದ್ಯಂತ ವ್ಯಾಪಕ ಮಳೆಯಾಗುತ್ತಿರುವುದರಿಂದ ಜನ ಜೀವನ ಅಸ್ತವ್ಯಸ್ತಗೊಂಡಿದೆ. ಕುಡಿಯುವ ನೀರು ಸರಬರಾಜಾಗುವ ಕೊಳವೆಗಳಿಗೆ ಕಲುಷಿತ ನೀರು ಸೇರಿಕೊಳ್ಳುವ ಸಾಧ್ಯತೆಗಳಿದ್ದು, ಕುಡಿಯುವ ನೀರು ಕಲುಷಿತಗೊಳ್ಳದಂತೆ ಕ್ರಮ ಕೈಗೊಳ್ಳಿ ಎಂದು ಅಧಿಕಾರಿಗಳಿಗೆ ಗ್ರಾಮೀಣಾಭಿವೃದ್ಧಿ ಮತ್ತು ಪಂಚಾಯತ್ ರಾಜ್ ಸಚಿವ ಪ್ರಿಯಾಂಕ್ ಖರ್ಗೆ ಅವರು ಬುಧವಾರ ಸೂಚನೆ ನೀಡಿದರು. ಈ ಬಗ್ಗೆ ಪತ್ರಿಕಾ ಹೇಳಿಕೆ ನೀಡಿರುವ ಅವರು, ಗ್ರಾಮೀಣ ಭಾಗದ ಜನರು ಎಚ್ಚರಿಕೆಯಿಂದ ಇರಬೇಕು. ಅದರಲ್ಲೂ ಕುಡಿಯುವ ನೀರು ಕಲುಷಿತಗೊಳ್ಳುವ ಸಾಧ್ಯತೆಗಳಿದ್ದು ನೀರನ್ನು ಕಾಯಿಸಿಕೊಂಡು ಸೇವಿಸಬೇಕೆಂದು ಮನವಿ ಮಾಡಿದ್ದಾರೆ. ಈ ಕುರಿತು ಗ್ರಾಮ ಪಂಚಾಯತಿ ಅಭಿವೃದ್ಧಿ ಅಧಿಕಾರಿಗಳು ಗ್ರಾಮ ಪಂಚಾಯತಿ ಮಟ್ಟದಲ್ಲಿ ಸಾರ್ವಜನಿಕರಲ್ಲಿ ಅರಿವು: [45, 263, 308, 515]
- story4-col2: ಗರಿಷ್ಠ ಹಾಗೂ ಪ್ರತಿ ರೈತರಿಂದ ಗರಿಷ್ಠ 20 ಕ್ವಿಂಟಲ್ ಸೂರ್ಯಕಾಂತಿ ಖರೀದಿಸಬೇಕು' ಎಂದರು. ಕೃಷಿ ಮಾರಾಟ ಇಲಾಖೆಯ ಸಹಾಯಕ ನಿರ್ದೇಶಕಿ ಸುಧಾ ಬಂಡಿ ಮಾತನಾಡಿ, 'ಕೇಂದ್ರ ಸರ್ಕಾರದ ಬೆಂಬಲ ಬೆಲೆ ಮಾರ್ಗಸೂಚಿ ಅನ್ವಯ ಎಫ್ಎಕ್ಯು ಗುಣಮಟ್ಟದ ಸೂರ್ಯಕಾಂತಿ ಹುಟ್ಟುವಳಿಗೆ ಪ್ರತಿ ಕ್ವಿಂಟಲ್‌ಗೆ 7,280 ನಿಗದಿಪಡಿಸಲಾಗಿದೆ' ಎಂದರು. 'ಸರ್ಕಾರದ ಆದೇಶದ ಅನುಸಾರ ಎನ್‌ಸಿಸಿಎಫ್ ಸಂಸ್ಥೆಯನ್ನು ಕೇಂದ್ರದ ಖರೀದಿ ಏಜೆನ್ಸಿಯಾಗಿ ಹಾಗೂ ಕರ್ನಾಟಕ ಸಹಕಾರ ಎಣ್ಣೆ ಬೀಜ ಬೆಳೆಗಾರರ ಮಹಾ ಮಂಡಳಿ ನಿಯಮಿತವನ್ನು ರಾಜ್ಯ ಮಟ್ಟದ: [618, 1474, 873, 1662]
- story4-col3: ಖರೀದಿ ಏಜೆನ್ಸಿಯಾಗಿ ನೇಮಿಸಲಾಗಿದೆ. ರೈತರ ನೋಂದಣಿ ಕಾಲಾವಧಿಯನ್ನು 30 ದಿನಗಳವರೆಗೆ ಹಾಗೂ ಖರೀದಿ ಅವಧಿಯನ್ನು 90 ದಿನಗಳವರೆಗೆ ನೋಂದಣಿ ಕಾರ್ಯದ ಜತೆಗೆ ಖರೀದಿ ಪ್ರಕ್ರಿಯೆ ಪ್ರಾರಂಭಿಸಲು ಆದೇಶಿಸಲಾಗಿದೆ' ಎಂದು ತಿಳಿಸಿದರು. ಜಿಲ್ಲೆಯ 9 ಕಡೆಗಳಲ್ಲಿ ಖರೀದಿ ಕೇಂದ್ರಗಳನ್ನು ತೆರೆಯಲು ತೀರ್ಮಾನಿಸಲಾಯಿತು. ಸಭೆಯಲ್ಲಿ ಜಂಟಿ ಕೃಷಿ ನಿರ್ದೇಶಕ ತಾರಾಮಣಿ, ಆಹಾರ ಮತ್ತು ನಾಗರಿಕ ಸರಬರಾಜು ಇಲಾಖೆ, ತೋಟಗಾರಿಕೆ ಇಲಾಖೆ, ಸಹಕಾರಿ ಸಂಘಗಳ ಉಪನಿಬಂಧಕರು, ಕೆಒಎಫ್ ವ್ಯವಸ್ಥಾಪಕರು ಇದ್ದರು.: [886, 1270, 1141, 1458]
- masthead-rule: [39, 138, 1468, 140]
- story4-byline: ■ ಡಿ.ಡಿ. ನ್ಯೂಸ್, ಗದಗ: [340, 1259, 449, 1275]
- protest-scene: [51, 1357, 308, 1508]
- officer-portrait: [618, 1273, 873, 1465]
